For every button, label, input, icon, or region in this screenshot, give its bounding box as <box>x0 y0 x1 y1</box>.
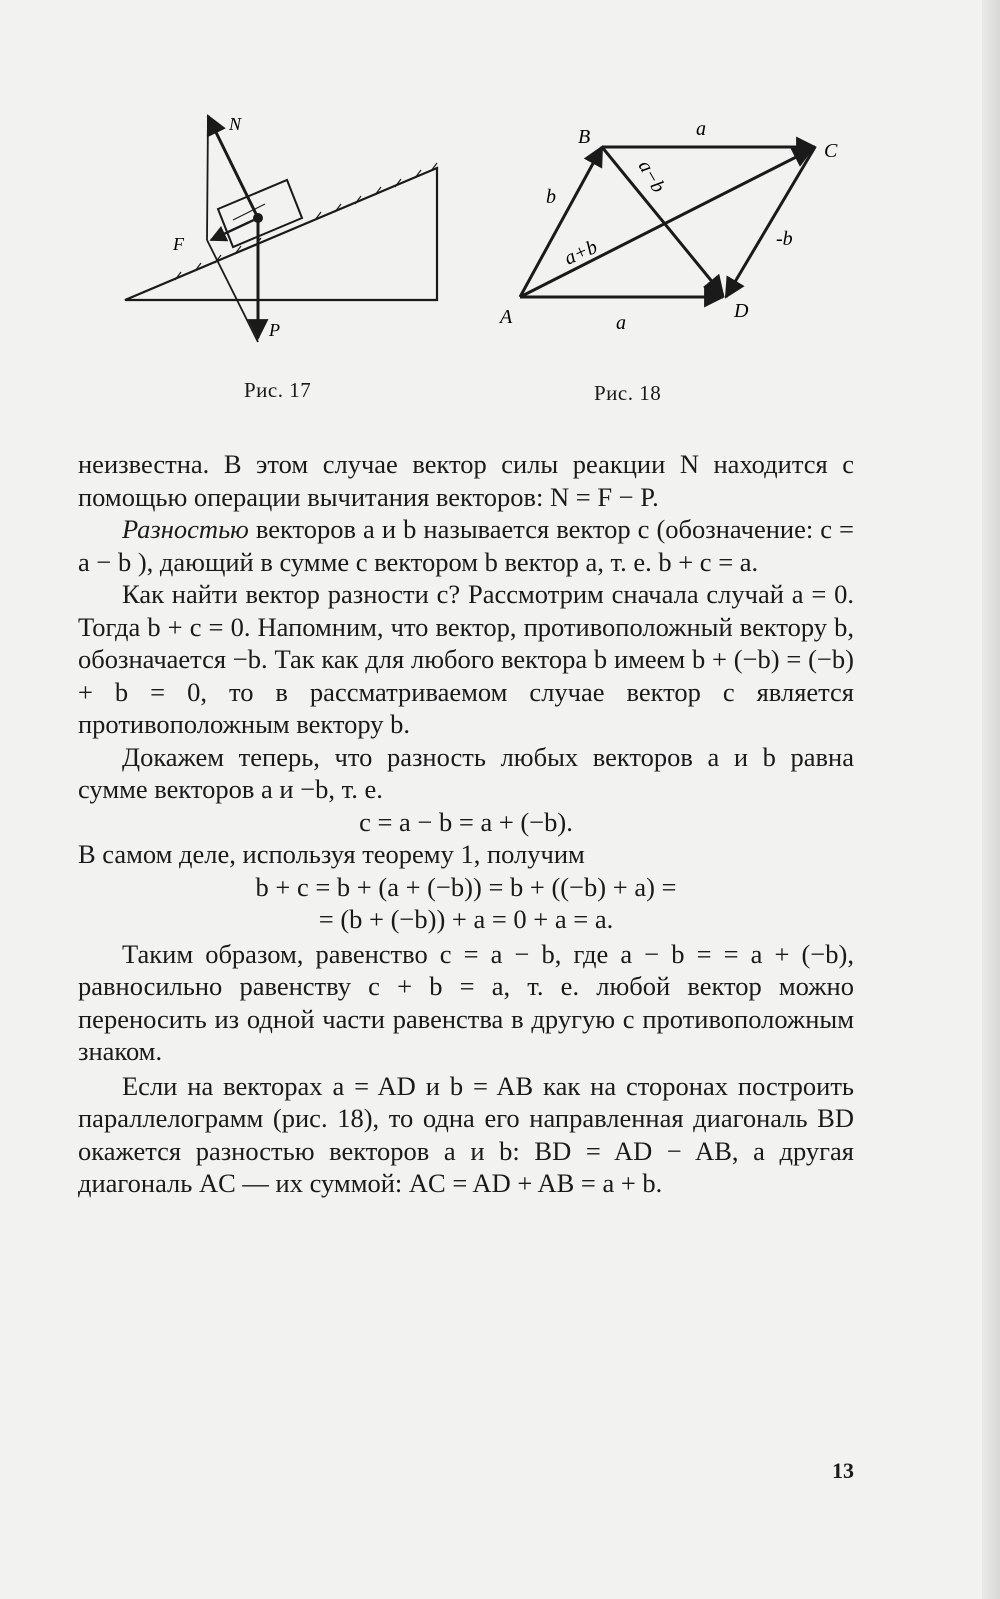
term-difference: Разностью <box>122 514 249 544</box>
body-text <box>78 448 854 1200</box>
paragraph-4: Докажем теперь, что разность любых векторов a и b равна сумме векторов a и −b, т. е. <box>78 741 854 804</box>
vector-f <box>211 218 258 240</box>
formula-2a: b + c = b + (a + (−b)) = b + ((−b) + a) = <box>255 871 677 902</box>
label-neg-b: -b <box>776 228 793 250</box>
incline-plane <box>125 168 437 300</box>
label-b-left: b <box>546 186 556 208</box>
label-d-point: D <box>734 300 749 322</box>
label-a-top: a <box>696 118 706 140</box>
page-edge <box>982 0 1000 1599</box>
vector-ab <box>520 147 602 297</box>
page-number: 13 <box>832 1458 854 1483</box>
figure-18-diagram <box>490 105 860 345</box>
label-a-minus-b: a−b <box>633 156 670 197</box>
paragraph-5: В самом деле, используя теорему 1, получим <box>78 839 585 869</box>
formula-2b: = (b + (−b)) + a = 0 + a = a. <box>318 904 614 934</box>
figure-17 <box>115 100 455 360</box>
formula-1: c = a − b = a + (−b). <box>359 806 573 837</box>
label-a-bottom: a <box>616 312 626 334</box>
label-b-point: B <box>578 126 591 148</box>
paragraph-3: Как найти вектор разности c? Рассмотрим сначала случай a = 0. Тогда b + c = 0. Напомним, что вектор, противоположный вектору b, обозначается −b. Так как для любого вектора b имеем b + (−b) = (−b) + b = 0, то в рассматриваемом случае вектор c является противоположным вектору b. <box>78 579 854 739</box>
vector-bd <box>602 147 723 295</box>
label-a-plus-b: a+b <box>561 235 601 270</box>
paragraph-6: Таким образом, равенство c = a − b, где a − b = = a + (−b), равносильно равенству c + b = a, т. е. любой вектор можно переносить из одной части равенства в другую с противоположным знаком. <box>78 938 854 1066</box>
figure-17-diagram <box>115 100 455 360</box>
figure-18 <box>490 105 860 345</box>
paragraph-2 <box>78 513 854 578</box>
label-n: N <box>229 114 242 134</box>
paragraph-7: Если на векторах a = AD и b = AB как на сторонах построить параллелограмм (рис. 18), то одна его направленная диагональ BD окажется разностью векторов a и b: BD = AD − AB, а другая диагональ AC — их суммой: AC = AD + AB = a + b. <box>78 1070 854 1198</box>
label-c-point: C <box>824 140 838 162</box>
figure-17-caption: Рис. 17 <box>244 378 312 402</box>
figure-18-caption: Рис. 18 <box>594 381 662 405</box>
paragraph-1: неизвестна. В этом случае вектор силы реакции N находится с помощью операции вычитания векторов: N = F − P. <box>78 449 854 512</box>
paragraph-2-text: векторов a и b называется вектор c (обозначение: c = a − b ), дающий в сумме с вектором b вектор a, т. е. b + c = a. <box>78 514 854 577</box>
label-p: P <box>269 320 280 340</box>
label-a-point: A <box>500 306 513 328</box>
label-f: F <box>173 234 184 254</box>
